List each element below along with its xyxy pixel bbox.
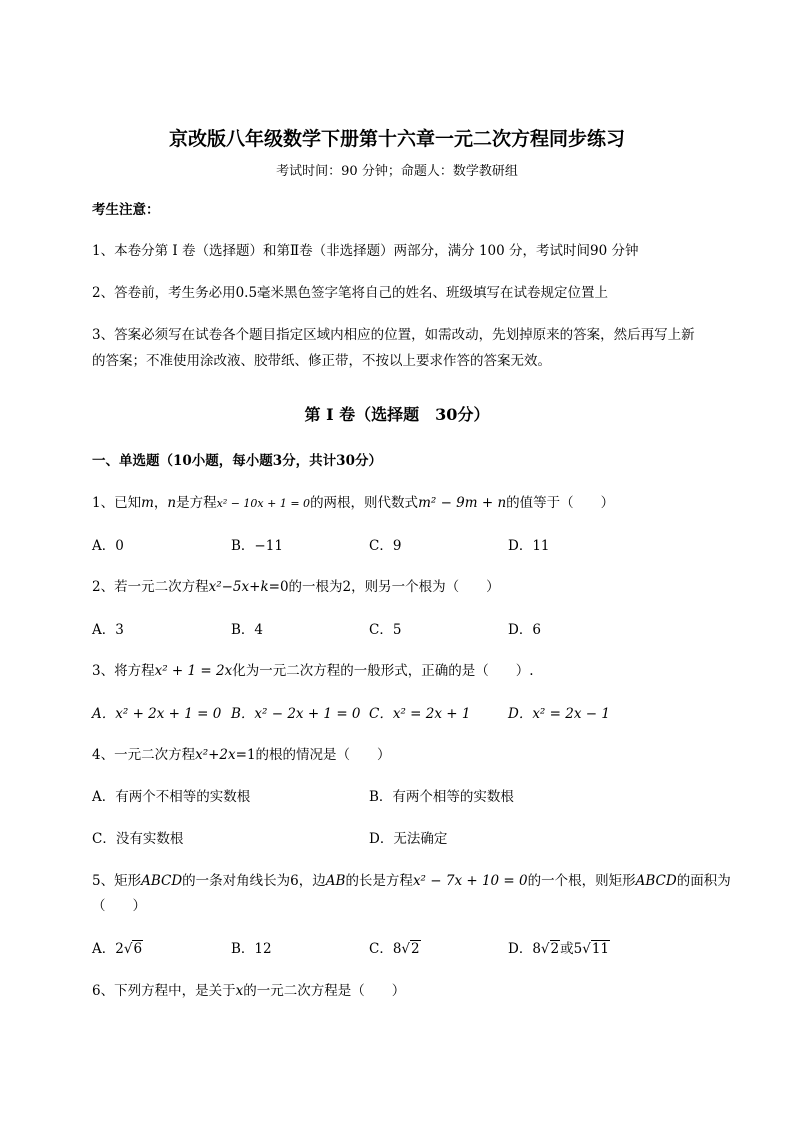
q2-option-c: C．5 (369, 622, 402, 638)
q1-option-c: C．9 (369, 538, 402, 554)
q3-option-c: C．x² = 2x + 1 (369, 706, 471, 722)
notice-2: 2、答卷前，考生务必用0.5毫米黑色签字笔将自己的姓名、班级填写在试卷规定位置上 (92, 285, 609, 301)
q2-option-d: D．6 (508, 622, 541, 638)
notice-1: 1、本卷分第 I 卷（选择题）和第Ⅱ卷（非选择题）两部分，满分 100 分，考试时间90 分钟 (92, 243, 639, 259)
notice-3: 3、答案必须写在试卷各个题目指定区域内相应的位置，如需改动，先划掉原来的答案，然后再写上新 (92, 327, 695, 343)
q4-option-d: D．无法确定 (369, 831, 448, 847)
q5-option-a: A．2√6 (92, 941, 143, 957)
exam-subtitle: 考试时间：90 分钟；命题人：数学教研组 (276, 164, 518, 179)
question-4: 4、一元二次方程x²+2x=1的根的情况是（ ） (92, 747, 391, 763)
q3-option-d: D．x² = 2x − 1 (508, 706, 610, 722)
question-3: 3、将方程x² + 1 = 2x化为一元二次方程的一般形式，正确的是（ ）. (92, 663, 534, 679)
notice-3-cont: 的答案；不准使用涂改液、胶带纸、修正带，不按以上要求作答的答案无效。 (92, 353, 551, 369)
section-title: 第 I 卷（选择题 30分） (304, 405, 490, 424)
q4-option-c: C．没有实数根 (92, 831, 184, 847)
question-1: 1、已知m，n是方程x² − 10x + 1 = 0的两根，则代数式m² − 9m + n的值等于（ ） (92, 495, 615, 511)
question-6: 6、下列方程中，是关于x的一元二次方程是（ ） (92, 983, 406, 999)
q3-option-b: B．x² − 2x + 1 = 0 (231, 706, 361, 722)
q5-option-b: B．12 (231, 941, 272, 957)
q3-option-a: A．x² + 2x + 1 = 0 (92, 706, 222, 722)
q1-option-b: B．−11 (231, 538, 283, 554)
question-5-cont: （ ） (92, 898, 146, 914)
page-title: 京改版八年级数学下册第十六章一元二次方程同步练习 (168, 128, 625, 150)
q2-option-b: B．4 (231, 622, 264, 638)
q4-option-b: B．有两个相等的实数根 (369, 789, 514, 805)
q5-option-c: C．8√2 (369, 941, 420, 957)
q1-option-a: A．0 (92, 538, 124, 554)
q1-option-d: D．11 (508, 538, 550, 554)
notice-heading: 考生注意： (92, 202, 160, 218)
part-heading: 一、单选题（10小题，每小题3分，共计30分） (92, 453, 382, 469)
q4-option-a: A．有两个不相等的实数根 (92, 789, 251, 805)
q5-option-d: D．8√2或5√11 (508, 941, 610, 957)
question-2: 2、若一元二次方程x²−5x+k=0的一根为2，则另一个根为（ ） (92, 579, 500, 595)
question-5: 5、矩形ABCD的一条对角线长为6，边AB的长是方程x² − 7x + 10 = 0的一个根，则矩形ABCD的面积为 (92, 873, 731, 889)
q2-option-a: A．3 (92, 622, 124, 638)
